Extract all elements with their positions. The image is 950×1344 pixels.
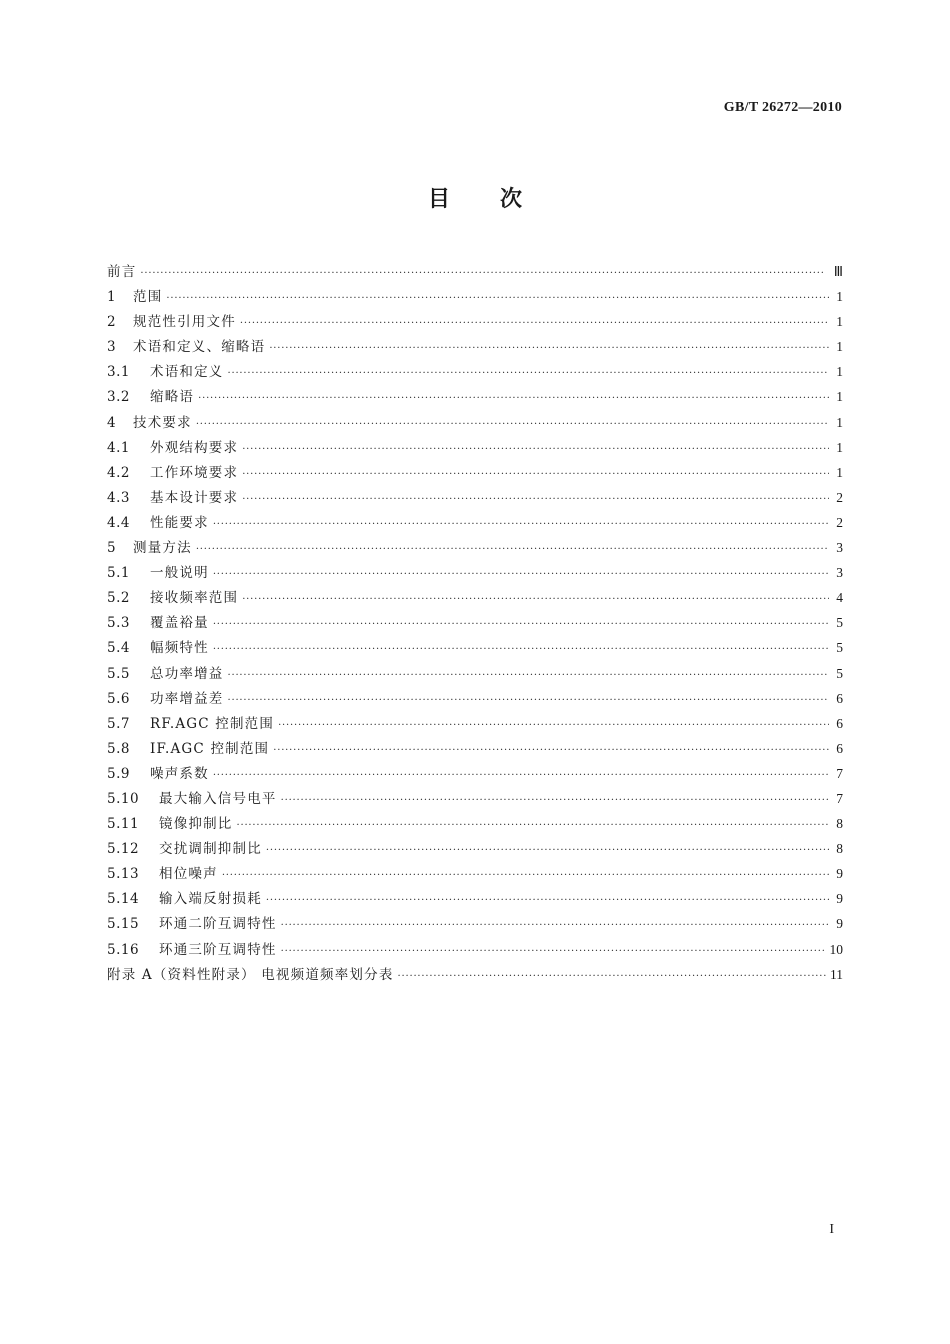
toc-entry-page: 6 xyxy=(836,740,843,756)
toc-entry-label: 环通二阶互调特性 xyxy=(159,916,277,933)
toc-entry-page: 1 xyxy=(836,464,843,480)
toc-entry-label: 幅频特性 xyxy=(150,640,209,657)
toc-entry-title xyxy=(107,737,269,762)
toc-entry-number: 5.12 xyxy=(107,841,140,858)
toc-entry-label: 术语和定义 xyxy=(150,364,224,381)
toc-entry-page: 9 xyxy=(836,891,843,907)
toc-leader-dots xyxy=(266,888,829,913)
toc-entry-label: 性能要求 xyxy=(150,514,209,531)
toc-leader-dots xyxy=(266,838,829,863)
toc-entry-number: 5.14 xyxy=(107,891,140,908)
toc-entry-page: 3 xyxy=(836,565,843,581)
toc-entry[interactable] xyxy=(107,811,843,836)
toc-entry-title xyxy=(107,787,277,812)
toc-entry-title xyxy=(107,912,277,937)
toc-leader-dots xyxy=(213,562,829,587)
toc-entry[interactable] xyxy=(107,510,843,535)
toc-entry-title xyxy=(107,511,209,536)
toc-entry[interactable] xyxy=(107,886,843,911)
toc-leader-dots xyxy=(140,261,829,286)
toc-entry-title xyxy=(107,335,265,360)
toc-entry[interactable] xyxy=(107,384,843,409)
toc-leader-dots xyxy=(213,612,829,637)
toc-entry-label: IF.AGC 控制范围 xyxy=(150,740,270,757)
toc-leader-dots xyxy=(166,286,829,311)
toc-leader-dots xyxy=(196,412,829,437)
toc-entry-number: 5.1 xyxy=(107,565,130,582)
toc-leader-dots xyxy=(281,788,829,813)
toc-entry[interactable] xyxy=(107,334,843,359)
toc-entry-number: 5.13 xyxy=(107,866,140,883)
toc-entry-label: 环通三阶互调特性 xyxy=(159,941,277,958)
toc-entry-label: 缩略语 xyxy=(150,389,195,406)
toc-entry-number: 5.16 xyxy=(107,941,140,958)
toc-entry-label: 噪声系数 xyxy=(150,765,209,782)
toc-entry-label: 一般说明 xyxy=(150,565,209,582)
toc-entry-title xyxy=(107,812,233,837)
toc-entry-page: 7 xyxy=(836,765,843,781)
toc-entry[interactable] xyxy=(107,635,843,660)
toc-entry[interactable] xyxy=(107,736,843,761)
toc-entry-title xyxy=(107,887,262,912)
toc-leader-dots xyxy=(242,437,829,462)
toc-entry-number: 5.6 xyxy=(107,690,130,707)
toc-entry-page: 1 xyxy=(836,289,843,305)
toc-leader-dots xyxy=(273,738,829,763)
toc-entry-number: 5.7 xyxy=(107,715,130,732)
toc-entry-page: 8 xyxy=(836,816,843,832)
toc-entry-title xyxy=(107,310,236,335)
toc-entry-title xyxy=(107,963,394,988)
toc-entry-label: 规范性引用文件 xyxy=(133,314,236,331)
toc-entry-number: 5.4 xyxy=(107,640,130,657)
toc-leader-dots xyxy=(242,587,829,612)
toc-entry-title xyxy=(107,862,218,887)
toc-entry-number: 5.2 xyxy=(107,590,130,607)
toc-entry-title xyxy=(107,411,192,436)
toc-entry-title xyxy=(107,636,209,661)
toc-entry-label: 覆盖裕量 xyxy=(150,615,209,632)
toc-entry-page: 1 xyxy=(836,439,843,455)
toc-entry[interactable] xyxy=(107,535,843,560)
toc-entry-label: 相位噪声 xyxy=(159,866,218,883)
toc-entry-label: 范围 xyxy=(133,289,163,306)
toc-entry[interactable] xyxy=(107,585,843,610)
toc-entry-label: 外观结构要求 xyxy=(150,439,239,456)
toc-entry-page: 1 xyxy=(836,339,843,355)
toc-entry-page: 2 xyxy=(836,514,843,530)
toc-entry[interactable] xyxy=(107,962,843,987)
toc-entry-number: 2 xyxy=(107,314,117,331)
toc-leader-dots xyxy=(213,763,829,788)
toc-entry[interactable] xyxy=(107,686,843,711)
toc-entry-title xyxy=(107,385,194,410)
toc-entry-label: 交扰调制抑制比 xyxy=(159,841,262,858)
toc-entry-number: 4.2 xyxy=(107,464,130,481)
toc-entry-title xyxy=(107,938,277,963)
toc-entry-label: 术语和定义、缩略语 xyxy=(133,339,266,356)
toc-entry-label: 基本设计要求 xyxy=(150,489,239,506)
toc-entry-number: 5.8 xyxy=(107,740,130,757)
toc-entry-number: 3.1 xyxy=(107,364,130,381)
toc-entry-page: 1 xyxy=(836,414,843,430)
toc-leader-dots xyxy=(242,487,829,512)
toc-entry-page: 1 xyxy=(836,364,843,380)
toc-entry-page: Ⅲ xyxy=(833,264,843,279)
toc-entry[interactable] xyxy=(107,937,843,962)
toc-leader-dots xyxy=(228,663,830,688)
toc-entry-page: 5 xyxy=(836,640,843,656)
toc-entry-number: 5.3 xyxy=(107,615,130,632)
toc-leader-dots xyxy=(281,913,829,938)
toc-entry[interactable] xyxy=(107,485,843,510)
toc-leader-dots xyxy=(281,939,826,964)
toc-entry-title xyxy=(107,687,224,712)
toc-entry-page: 10 xyxy=(829,941,843,957)
toc-entry[interactable] xyxy=(107,761,843,786)
toc-entry-title xyxy=(107,586,238,611)
toc-entry-page: 6 xyxy=(836,690,843,706)
toc-entry-title xyxy=(107,712,274,737)
toc-entry[interactable] xyxy=(107,836,843,861)
toc-entry-title xyxy=(107,260,136,285)
table-of-contents xyxy=(107,259,843,987)
toc-entry-page: 7 xyxy=(836,790,843,806)
toc-entry-title xyxy=(107,486,238,511)
title-char-1: 目 xyxy=(428,187,451,212)
toc-entry-title xyxy=(107,762,209,787)
toc-entry-label: 最大输入信号电平 xyxy=(159,790,277,807)
toc-entry-page: 3 xyxy=(836,540,843,556)
toc-entry[interactable] xyxy=(107,284,843,309)
toc-entry-page: 8 xyxy=(836,841,843,857)
toc-entry[interactable] xyxy=(107,711,843,736)
toc-entry-page: 11 xyxy=(830,966,843,982)
toc-entry-page: 5 xyxy=(836,615,843,631)
toc-entry[interactable] xyxy=(107,560,843,585)
toc-entry[interactable] xyxy=(107,435,843,460)
toc-entry[interactable] xyxy=(107,786,843,811)
toc-entry-number: 3.2 xyxy=(107,389,130,406)
toc-entry-page: 6 xyxy=(836,715,843,731)
standard-code: GB/T 26272—2010 xyxy=(723,100,842,115)
page-title xyxy=(0,182,950,213)
toc-leader-dots xyxy=(278,713,829,738)
toc-leader-dots xyxy=(213,637,829,662)
toc-entry-number: 5.15 xyxy=(107,916,140,933)
toc-entry-page: 4 xyxy=(836,590,843,606)
toc-entry[interactable] xyxy=(107,259,843,284)
toc-entry-number: 5.5 xyxy=(107,665,130,682)
toc-entry[interactable] xyxy=(107,410,843,435)
toc-entry-title xyxy=(107,536,192,561)
toc-entry[interactable] xyxy=(107,911,843,936)
toc-entry[interactable] xyxy=(107,309,843,334)
toc-entry-number: 4.3 xyxy=(107,489,130,506)
toc-entry-label: 镜像抑制比 xyxy=(159,816,233,833)
toc-entry-label: 输入端反射损耗 xyxy=(159,891,262,908)
toc-entry-title xyxy=(107,436,238,461)
toc-entry-title xyxy=(107,662,224,687)
toc-leader-dots xyxy=(269,336,829,361)
toc-entry-label: 附录 A（资料性附录） 电视频道频率划分表 xyxy=(107,966,394,983)
page-number: I xyxy=(829,1222,834,1237)
toc-entry[interactable] xyxy=(107,460,843,485)
toc-entry-label: 技术要求 xyxy=(133,414,192,431)
toc-entry-number: 4 xyxy=(107,414,117,431)
toc-entry-page: 2 xyxy=(836,489,843,505)
toc-leader-dots xyxy=(242,462,829,487)
toc-leader-dots xyxy=(222,863,829,888)
toc-entry-title xyxy=(107,285,162,310)
toc-entry-page: 9 xyxy=(836,866,843,882)
toc-entry-page: 1 xyxy=(836,389,843,405)
toc-entry-label: 前言 xyxy=(107,264,137,280)
toc-entry-title xyxy=(107,837,262,862)
toc-entry-number: 1 xyxy=(107,289,117,306)
toc-leader-dots xyxy=(240,311,829,336)
toc-entry-number: 5.10 xyxy=(107,790,140,807)
toc-entry-label: 工作环境要求 xyxy=(150,464,239,481)
toc-leader-dots xyxy=(228,688,830,713)
toc-leader-dots xyxy=(228,361,830,386)
toc-entry-number: 4.1 xyxy=(107,439,130,456)
toc-leader-dots xyxy=(198,386,829,411)
toc-entry[interactable] xyxy=(107,861,843,886)
title-char-2: 次 xyxy=(500,187,523,212)
toc-entry-label: 总功率增益 xyxy=(150,665,224,682)
toc-entry-page: 1 xyxy=(836,314,843,330)
toc-entry-page: 5 xyxy=(836,665,843,681)
toc-leader-dots xyxy=(237,813,830,838)
toc-entry[interactable] xyxy=(107,610,843,635)
toc-leader-dots xyxy=(398,964,826,989)
toc-entry-label: 测量方法 xyxy=(133,540,192,557)
toc-entry-label: 接收频率范围 xyxy=(150,590,239,607)
toc-entry-title xyxy=(107,561,209,586)
toc-leader-dots xyxy=(196,537,829,562)
toc-entry[interactable] xyxy=(107,359,843,384)
toc-entry-page: 9 xyxy=(836,916,843,932)
toc-entry-number: 5 xyxy=(107,540,117,557)
toc-entry-title xyxy=(107,461,238,486)
toc-entry-label: 功率增益差 xyxy=(150,690,224,707)
toc-entry-number: 4.4 xyxy=(107,514,130,531)
toc-entry-title xyxy=(107,611,209,636)
toc-leader-dots xyxy=(213,512,829,537)
toc-entry-title xyxy=(107,360,224,385)
toc-entry-number: 3 xyxy=(107,339,117,356)
toc-entry-label: RF.AGC 控制范围 xyxy=(150,715,275,732)
toc-entry-number: 5.11 xyxy=(107,816,140,833)
toc-entry[interactable] xyxy=(107,661,843,686)
toc-entry-number: 5.9 xyxy=(107,765,130,782)
